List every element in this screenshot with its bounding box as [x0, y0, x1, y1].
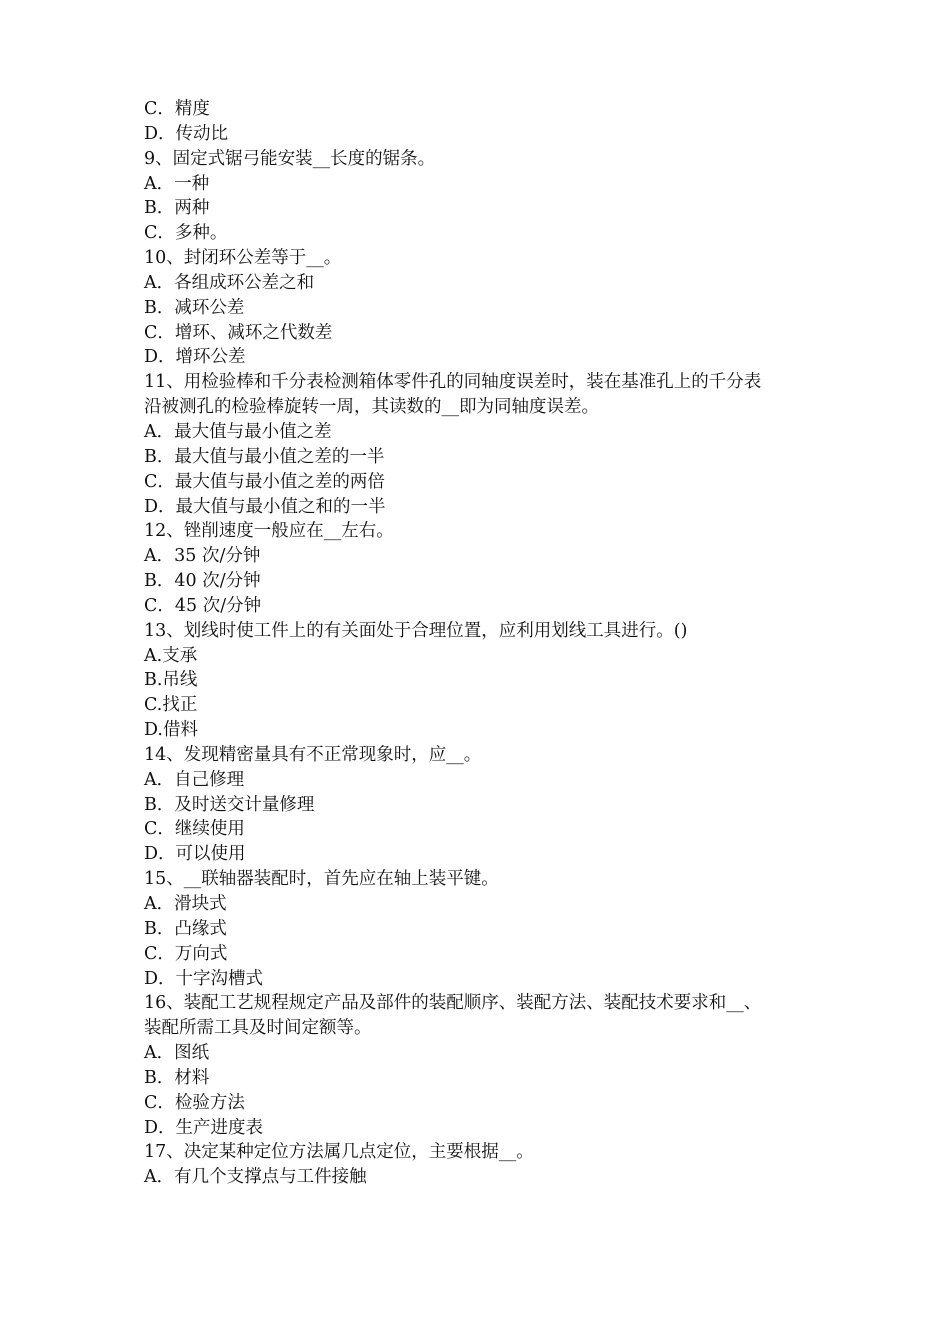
option-line: C．最大值与最小值之差的两倍 — [144, 471, 385, 492]
option-line: C．万向式 — [144, 943, 228, 964]
question-11-cont: 沿被测孔的检验棒旋转一周，其读数的__即为同轴度误差。 — [144, 397, 599, 418]
document-body — [144, 97, 824, 1190]
option-line: D.借料 — [144, 720, 198, 741]
text-line: C．精度 — [144, 99, 210, 119]
question-11: 11、用检验棒和千分表检测箱体零件孔的同轴度误差时，装在基准孔上的千分表 — [144, 372, 762, 393]
option-line: A．最大值与最小值之差 — [144, 421, 332, 442]
option-line: B.吊线 — [144, 670, 198, 691]
option-line: A．自己修理 — [144, 769, 245, 790]
option-line: D．最大值与最小值之和的一半 — [144, 496, 386, 517]
option-line: C．多种。 — [144, 223, 228, 244]
option-line: B．凸缘式 — [144, 918, 227, 939]
question-13: 13、划线时使工件上的有关面处于合理位置，应利用划线工具进行。() — [144, 620, 688, 641]
option-line: A．图纸 — [144, 1043, 210, 1064]
question-16: 16、装配工艺规程规定产品及部件的装配顺序、装配方法、装配技术要求和__、 — [144, 993, 762, 1014]
option-line: A．35 次/分钟 — [144, 546, 261, 567]
question-14: 14、发现精密量具有不正常现象时，应__。 — [144, 744, 482, 765]
question-15: 15、__联轴器装配时，首先应在轴上装平键。 — [144, 869, 499, 890]
question-16-cont: 装配所需工具及时间定额等。 — [144, 1018, 372, 1039]
question-12: 12、锉削速度一般应在__左右。 — [144, 521, 394, 542]
question-9: 9、固定式锯弓能安装__长度的锯条。 — [144, 148, 436, 169]
option-line: C．检验方法 — [144, 1092, 245, 1113]
option-line: C．增环、减环之代数差 — [144, 322, 333, 343]
option-line: D．增环公差 — [144, 347, 246, 368]
option-line: B．减环公差 — [144, 297, 245, 318]
option-line: A．滑块式 — [144, 894, 227, 914]
option-line: A.支承 — [144, 645, 198, 666]
option-line: D．生产进度表 — [144, 1117, 264, 1138]
option-line: C．45 次/分钟 — [144, 595, 262, 616]
option-line: B．最大值与最小值之差的一半 — [144, 446, 385, 467]
text-line: D．传动比 — [144, 123, 229, 144]
option-line: D．十字沟槽式 — [144, 968, 264, 989]
option-line: A．有几个支撑点与工件接触 — [144, 1167, 367, 1188]
option-line: C．继续使用 — [144, 819, 245, 840]
question-17: 17、决定某种定位方法属几点定位，主要根据__。 — [144, 1142, 534, 1163]
option-line: D．可以使用 — [144, 844, 246, 865]
question-10: 10、封闭环公差等于__。 — [144, 248, 342, 269]
option-line: B．40 次/分钟 — [144, 571, 261, 592]
option-line: B．两种 — [144, 198, 210, 219]
option-line: A．一种 — [144, 173, 210, 194]
option-line: B．及时送交计量修理 — [144, 794, 315, 815]
option-line: B．材料 — [144, 1067, 210, 1088]
option-line: A．各组成环公差之和 — [144, 272, 315, 293]
option-line: C.找正 — [144, 695, 198, 716]
